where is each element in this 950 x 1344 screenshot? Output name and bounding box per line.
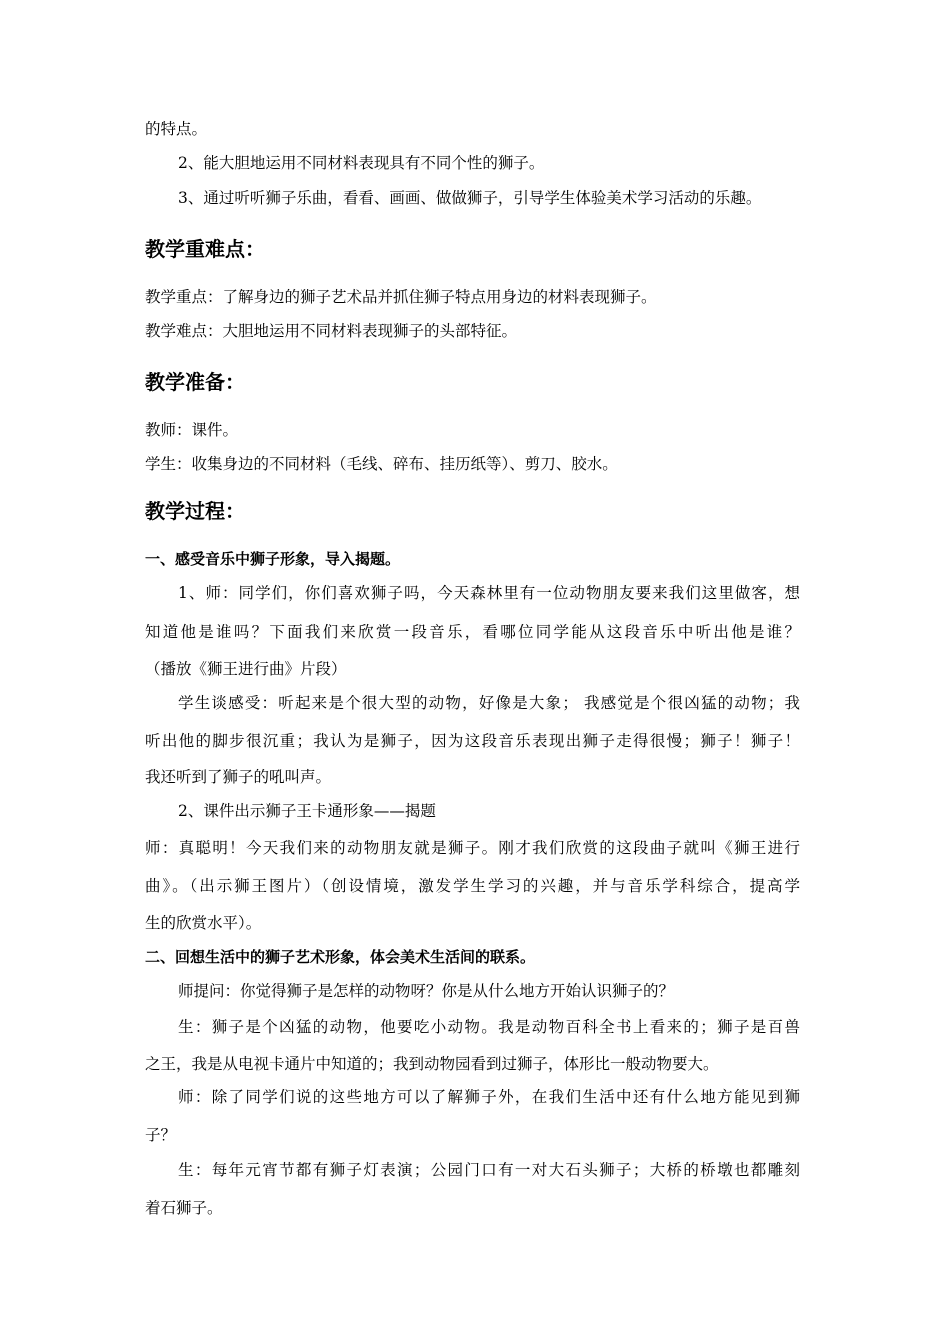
paragraph-line: 子？: [145, 1126, 177, 1144]
paragraph-line: 生：狮子是个凶猛的动物，他要吃小动物。我是动物百科全书上看来的；狮子是百兽: [178, 1018, 800, 1036]
paragraph-line: 曲》。（出示狮王图片）（创设情境，激发学生学习的兴趣，并与音乐学科综合，提高学: [145, 877, 800, 895]
teaching-difficulty: 教学难点：大胆地运用不同材料表现狮子的头部特征。: [145, 322, 518, 340]
paragraph-line: 师：除了同学们说的这些地方可以了解狮子外，在我们生活中还有什么地方能见到狮: [178, 1088, 800, 1106]
paragraph-line: 着石狮子。: [145, 1199, 223, 1217]
paragraph-line: 2、课件出示狮子王卡通形象——揭题: [178, 802, 436, 820]
key-points-heading: 教学重难点：: [145, 237, 265, 261]
paragraph-line: 师提问：你觉得狮子是怎样的动物呀？你是从什么地方开始认识狮子的？: [178, 982, 675, 1000]
preparation-student: 学生：收集身边的不同材料（毛线、碎布、挂历纸等）、剪刀、胶水。: [145, 455, 618, 473]
paragraph-line: 1、师：同学们，你们喜欢狮子吗，今天森林里有一位动物朋友要来我们这里做客，想: [178, 584, 800, 602]
paragraph-line: 之王，我是从电视卡通片中知道的；我到动物园看到过狮子，体形比一般动物要大。: [145, 1055, 719, 1073]
paragraph-line: 师：真聪明！今天我们来的动物朋友就是狮子。刚才我们欣赏的这段曲子就叫《狮王进行: [145, 839, 800, 857]
paragraph-line: 生：每年元宵节都有狮子灯表演；公园门口有一对大石头狮子；大桥的桥墩也都雕刻: [178, 1161, 800, 1179]
section-2-title: 二、回想生活中的狮子艺术形象，体会美术生活间的联系。: [145, 948, 536, 966]
teaching-focus: 教学重点：了解身边的狮子艺术品并抓住狮子特点用身边的材料表现狮子。: [145, 288, 657, 306]
preparation-heading: 教学准备：: [145, 370, 245, 394]
process-heading: 教学过程：: [145, 499, 245, 523]
objective-line-0: 的特点。: [145, 120, 208, 138]
objective-line-1: 2、能大胆地运用不同材料表现具有不同个性的狮子。: [178, 154, 545, 172]
paragraph-line: （播放《狮王进行曲》片段）: [145, 660, 347, 678]
section-1-title: 一、感受音乐中狮子形象，导入揭题。: [145, 550, 401, 568]
objective-line-2: 3、通过听听狮子乐曲，看看、画画、做做狮子，引导学生体验美术学习活动的乐趣。: [178, 189, 762, 207]
paragraph-line: 学生谈感受：听起来是个很大型的动物，好像是大象； 我感觉是个很凶猛的动物；我: [178, 694, 800, 712]
paragraph-line: 生的欣赏水平）。: [145, 914, 262, 932]
paragraph-line: 知道他是谁吗？下面我们来欣赏一段音乐，看哪位同学能从这段音乐中听出他是谁？: [145, 623, 800, 641]
paragraph-line: 听出他的脚步很沉重；我认为是狮子，因为这段音乐表现出狮子走得很慢；狮子！狮子！: [145, 732, 800, 750]
paragraph-line: 我还听到了狮子的吼叫声。: [145, 768, 332, 786]
preparation-teacher: 教师：课件。: [145, 421, 239, 439]
